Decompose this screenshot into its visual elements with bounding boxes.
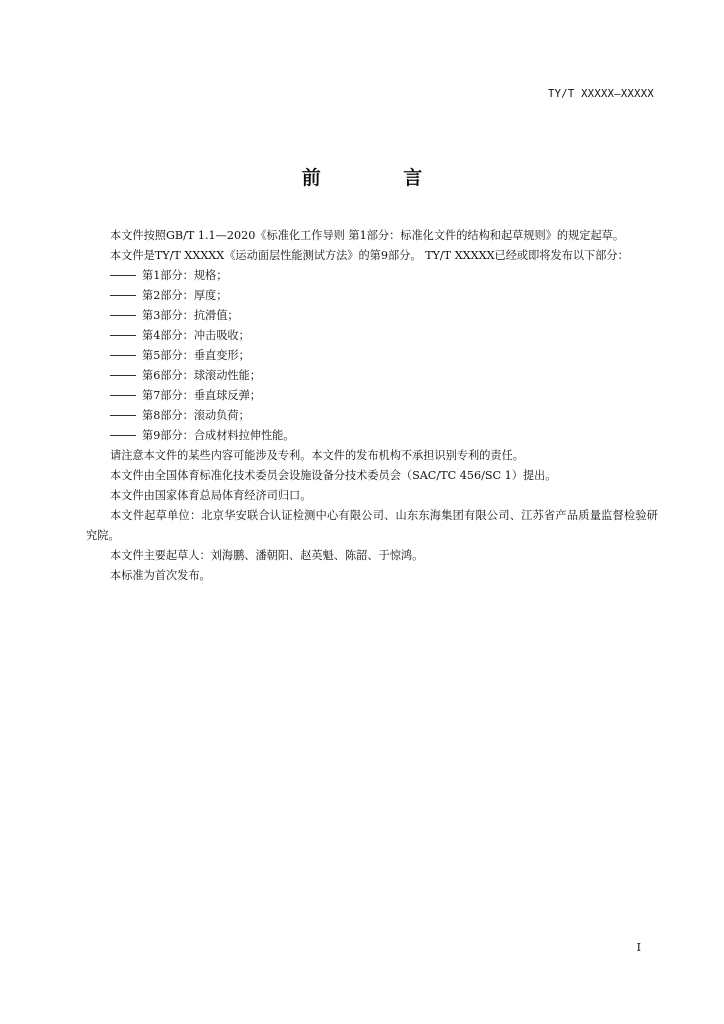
document-body	[86, 226, 658, 586]
dash-icon	[110, 355, 136, 356]
paragraph-drafters: 本文件主要起草人：刘海鹏、潘朝阳、赵英魁、陈韶、于惊鸿。	[110, 549, 424, 562]
dash-icon	[110, 315, 136, 316]
paragraph-drafting-units: 本文件起草单位：北京华安联合认证检测中心有限公司、山东东海集团有限公司、江苏省产品质量监督检验研究院。	[86, 509, 658, 542]
page-number: I	[636, 941, 641, 954]
dash-icon	[110, 395, 136, 396]
paragraph-administrator: 本文件由国家体育总局体育经济司归口。	[110, 489, 312, 502]
standard-code: TY/T XXXXX—XXXXX	[548, 88, 654, 100]
paragraph-first-release: 本标准为首次发布。	[110, 569, 211, 582]
list-item: 第4部分：冲击吸收；	[86, 326, 658, 346]
dash-icon	[110, 375, 136, 376]
dash-icon	[110, 275, 136, 276]
dash-icon	[110, 335, 136, 336]
dash-icon	[110, 295, 136, 296]
dash-icon	[110, 415, 136, 416]
list-item: 第5部分：垂直变形；	[86, 346, 658, 366]
list-item: 第9部分：合成材料拉伸性能。	[86, 426, 658, 446]
paragraph-drafting-rules: 本文件按照GB/T 1.1—2020《标准化工作导则 第1部分：标准化文件的结构和起草规则》的规定起草。	[110, 229, 625, 242]
paragraph-patent-notice: 请注意本文件的某些内容可能涉及专利。本文件的发布机构不承担识别专利的责任。	[110, 449, 524, 462]
list-item: 第6部分：球滚动性能；	[86, 366, 658, 386]
list-item: 第2部分：厚度；	[86, 286, 658, 306]
page-title: 前 言	[301, 167, 461, 189]
list-item: 第3部分：抗滑值；	[86, 306, 658, 326]
dash-icon	[110, 435, 136, 436]
paragraph-series-intro: 本文件是TY/T XXXXX《运动面层性能测试方法》的第9部分。 TY/T XXXXX已经或即将发布以下部分：	[110, 249, 629, 262]
list-item: 第7部分：垂直球反弹；	[86, 386, 658, 406]
list-item: 第8部分：滚动负荷；	[86, 406, 658, 426]
paragraph-proposer: 本文件由全国体育标准化技术委员会设施设备分技术委员会（SAC/TC 456/SC 1）提出。	[110, 469, 557, 482]
list-item: 第1部分：规格；	[86, 266, 658, 286]
parts-list	[86, 266, 658, 446]
